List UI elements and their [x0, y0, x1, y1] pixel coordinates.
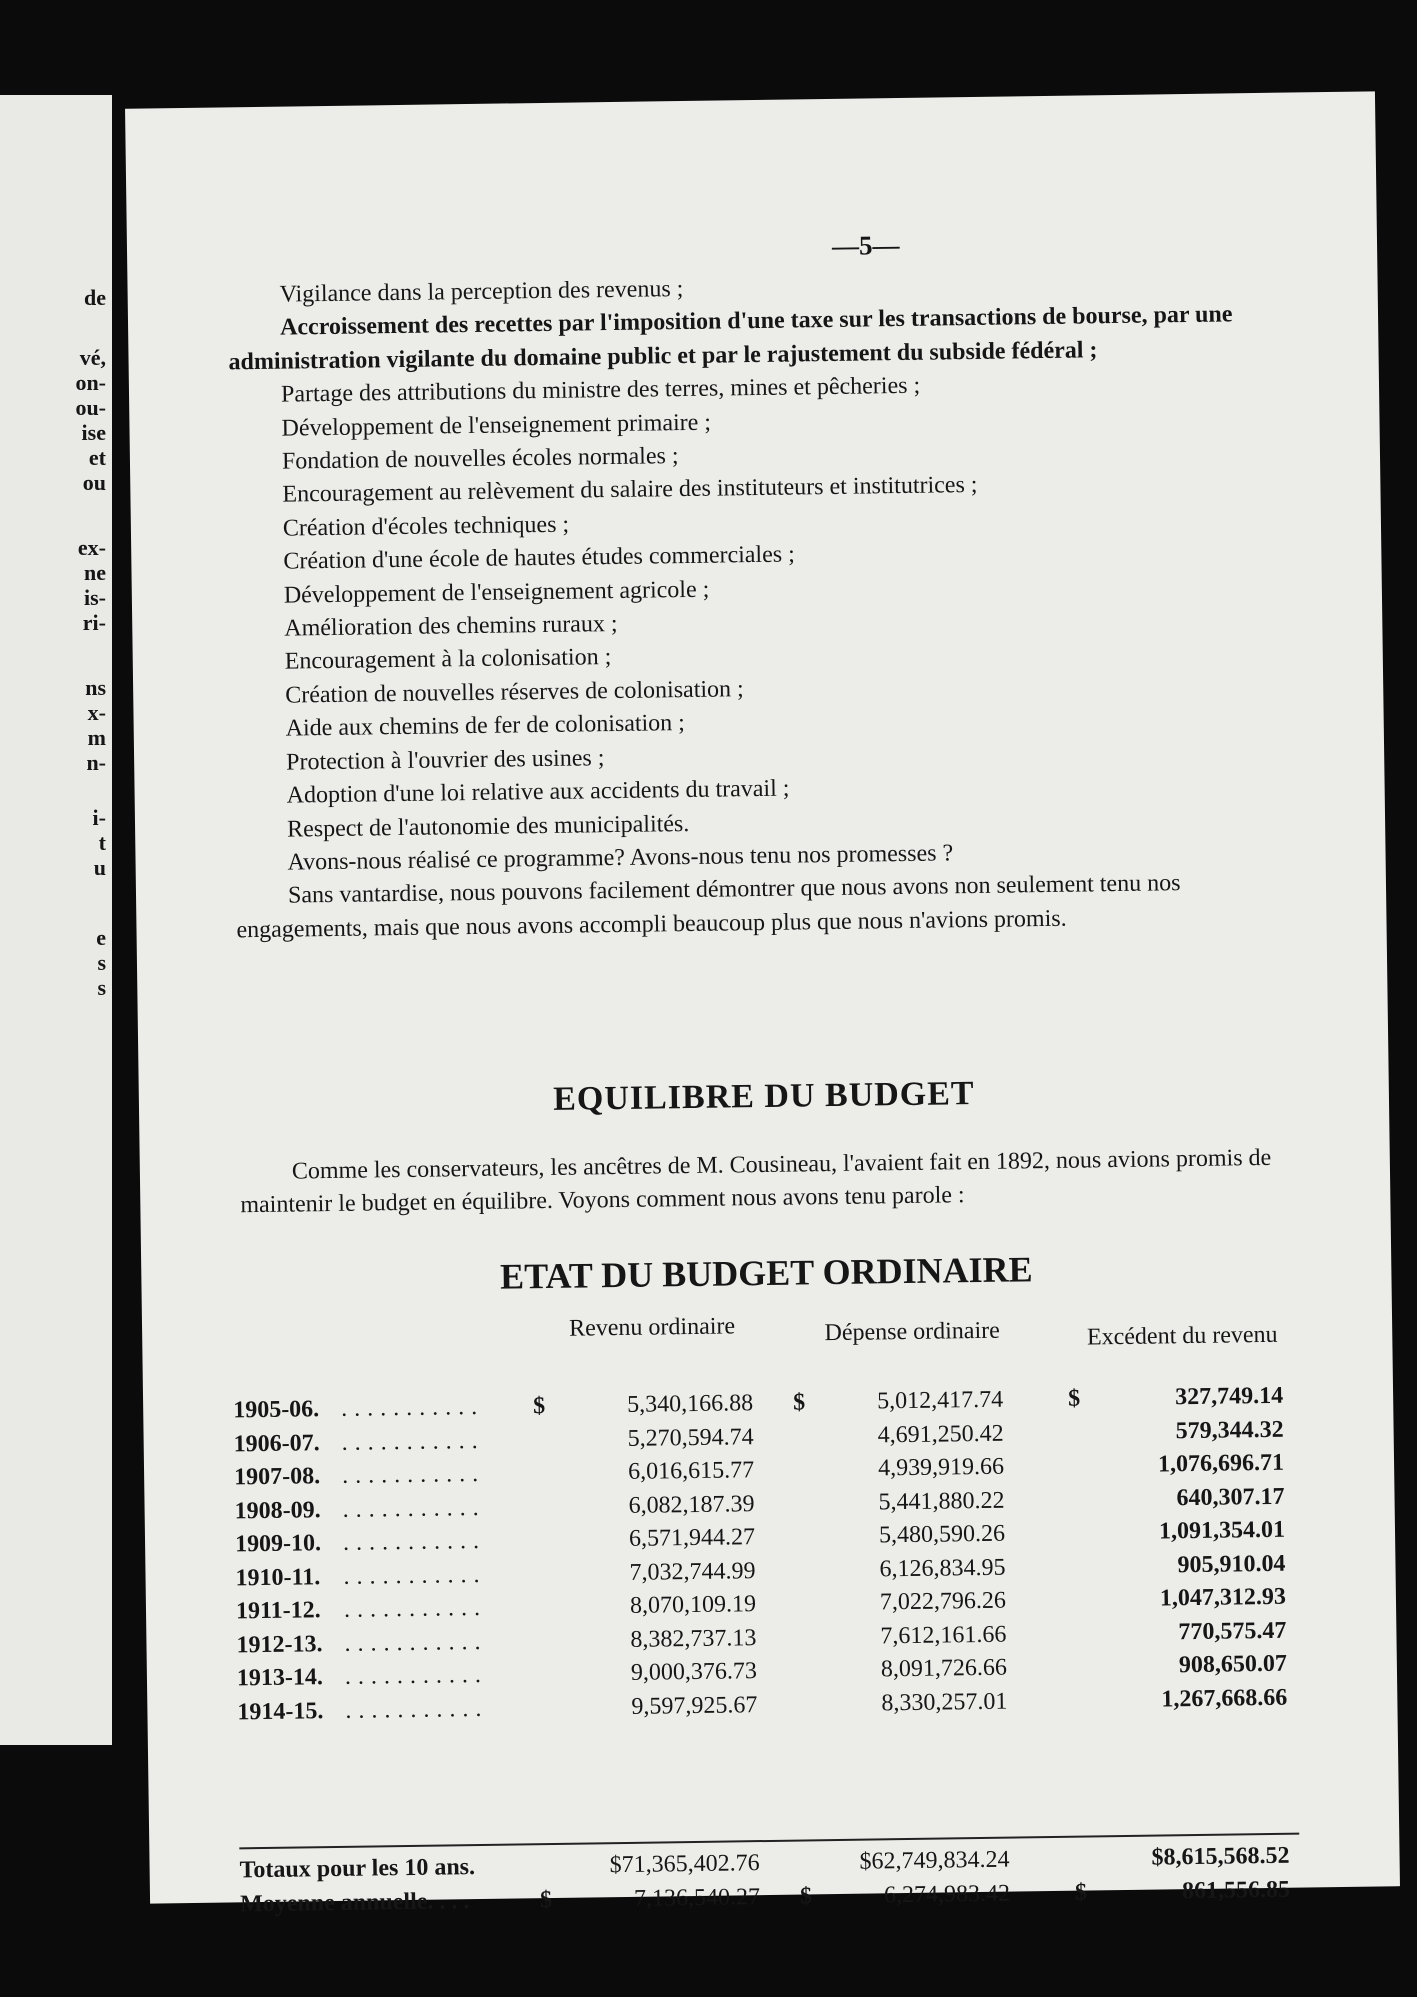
- left-page-fragment: is-: [84, 585, 106, 610]
- value-excedent: 861,556.85: [1181, 1876, 1291, 1905]
- value-depense: 4,939,919.66: [877, 1453, 1005, 1482]
- program-item: Aide aux chemins de fer de colonisation ;: [285, 710, 686, 742]
- dot-leader: ...........: [344, 1661, 489, 1690]
- adjacent-page: [0, 95, 112, 1745]
- value-excedent: 327,749.14: [1174, 1382, 1284, 1411]
- value-revenu: 6,082,187.39: [628, 1490, 755, 1519]
- row-label: 1912-13.: [236, 1630, 323, 1658]
- value-revenu: 9,597,925.67: [631, 1691, 758, 1720]
- left-page-fragment: s: [97, 975, 106, 1000]
- left-page-fragment: e: [96, 925, 106, 950]
- program-item: Fondation de nouvelles écoles normales ;: [281, 443, 679, 475]
- page-number: —5—: [831, 229, 900, 261]
- document-page: [125, 91, 1400, 1918]
- program-item: Développement de l'enseignement agricole ;: [283, 576, 710, 609]
- dot-leader: ...........: [342, 1494, 486, 1523]
- left-page-fragment: de: [84, 285, 106, 310]
- dot-leader: ...........: [341, 1460, 486, 1489]
- program-item: Amélioration des chemins ruraux ;: [284, 611, 618, 642]
- row-label: 1913-14.: [236, 1664, 324, 1692]
- program-item: Adoption d'une loi relative aux accidents du travail ;: [286, 775, 790, 809]
- value-depense: 7,612,161.66: [880, 1621, 1007, 1649]
- value-depense: 6,274,983.42: [883, 1880, 1011, 1909]
- value-revenu: 6,016,615.77: [627, 1457, 755, 1485]
- value-depense: 4,691,250.42: [877, 1420, 1004, 1448]
- dot-leader: ...........: [343, 1561, 487, 1590]
- program-item: Création d'écoles techniques ;: [282, 511, 570, 542]
- row-label: 1914-15.: [237, 1697, 324, 1725]
- currency-sign: $: [1067, 1385, 1081, 1412]
- currency-sign: $: [799, 1883, 813, 1910]
- program-item: Création d'une école de hautes études commerciales ;: [283, 541, 795, 575]
- program-item: Respect de l'autonomie des municipalités.: [286, 810, 690, 843]
- header-excedent: Excédent du revenu: [1086, 1321, 1278, 1351]
- row-label: 1907-08.: [233, 1463, 321, 1491]
- left-page-fragment: ns: [85, 675, 106, 700]
- dot-leader: ...........: [345, 1695, 489, 1724]
- value-excedent: 640,307.17: [1176, 1483, 1285, 1511]
- left-page-fragment: n-: [86, 750, 106, 775]
- value-excedent: 770,575.47: [1178, 1617, 1287, 1645]
- currency-sign: $: [1074, 1879, 1088, 1906]
- value-excedent: 908,650.07: [1178, 1650, 1288, 1679]
- budget-table: [232, 1303, 1292, 1918]
- value-excedent: $8,615,568.52: [1151, 1842, 1290, 1871]
- value-excedent: 1,047,312.93: [1159, 1583, 1287, 1612]
- dot-leader: ...........: [344, 1628, 488, 1657]
- value-revenu: 9,000,376.73: [630, 1658, 758, 1686]
- section-intro: Comme les conservateurs, les ancêtres de M. Cousineau, l'avaient fait en 1892, nous avions promis de maintenir le budget en équilibre. Voyons comment nous avons tenu parole :: [240, 1144, 1272, 1219]
- program-item: Création de nouvelles réserves de colonisation ;: [285, 676, 744, 709]
- value-revenu: 7,136,540.27: [633, 1884, 761, 1912]
- value-revenu: 5,270,594.74: [627, 1423, 754, 1452]
- left-page-fragment: et: [88, 445, 106, 470]
- value-depense: 8,330,257.01: [881, 1688, 1008, 1716]
- value-revenu: 5,340,166.88: [627, 1390, 754, 1418]
- value-excedent: 1,076,696.71: [1157, 1449, 1285, 1478]
- header-depense: Dépense ordinaire: [824, 1317, 1000, 1347]
- left-page-fragment: ri-: [82, 610, 106, 635]
- currency-sign: $: [792, 1389, 806, 1416]
- row-label: Moyenne annuelle. . . .: [239, 1888, 470, 1918]
- section-title: EQUILIBRE DU BUDGET: [552, 1075, 975, 1118]
- left-page-fragment: s: [97, 950, 106, 975]
- dot-leader: ...........: [341, 1393, 485, 1422]
- left-page-fragment: ou: [82, 470, 106, 495]
- value-excedent: 1,267,668.66: [1161, 1684, 1288, 1712]
- program-item: Encouragement au relèvement du salaire des instituteurs et institutrices ;: [282, 472, 978, 509]
- value-depense: 5,441,880.22: [878, 1487, 1005, 1515]
- left-page-fragment: vé,: [79, 345, 106, 370]
- left-page-fragment: ne: [84, 560, 106, 585]
- dot-leader: ...........: [342, 1527, 487, 1556]
- left-page-fragment: ise: [81, 420, 106, 445]
- program-item: Partage des attributions du ministre des terres, mines et pêcheries ;: [280, 372, 921, 408]
- table-title: ETAT DU BUDGET ORDINAIRE: [499, 1249, 1033, 1297]
- row-label: 1909-10.: [234, 1530, 322, 1558]
- value-excedent: 905,910.04: [1177, 1550, 1286, 1578]
- dot-leader: ...........: [341, 1427, 485, 1456]
- value-depense: 5,012,417.74: [876, 1386, 1004, 1415]
- row-label: 1911-12.: [235, 1597, 321, 1625]
- left-page-fragment: x-: [87, 700, 106, 725]
- value-depense: $62,749,834.24: [859, 1846, 1010, 1875]
- value-revenu: 8,382,737.13: [630, 1624, 757, 1653]
- value-excedent: 579,344.32: [1175, 1416, 1284, 1444]
- row-label: 1908-09.: [234, 1496, 321, 1524]
- currency-sign: $: [539, 1887, 553, 1914]
- value-revenu: $71,365,402.76: [609, 1850, 760, 1879]
- left-page-fragment: u: [93, 855, 106, 880]
- value-revenu: 7,032,744.99: [629, 1557, 756, 1586]
- program-item: Protection à l'ouvrier des usines ;: [285, 744, 605, 776]
- row-label: Totaux pour les 10 ans.: [239, 1854, 476, 1884]
- program-item: Vigilance dans la perception des revenus ;: [279, 276, 684, 308]
- program-list: [227, 265, 1286, 948]
- value-depense: 8,091,726.66: [880, 1654, 1008, 1683]
- left-page-fragment: i-: [92, 805, 106, 830]
- row-label: 1906-07.: [233, 1429, 320, 1457]
- left-page-fragment: on-: [75, 370, 106, 395]
- value-excedent: 1,091,354.01: [1158, 1516, 1286, 1545]
- program-item: Accroissement des recettes par l'imposition d'une taxe sur les transactions de bourse, par une administration vigilante du domaine public et par le rajustement du subside fédéral ;: [228, 301, 1233, 376]
- value-revenu: 8,070,109.19: [629, 1591, 757, 1619]
- value-depense: 5,480,590.26: [878, 1520, 1006, 1549]
- left-page-fragment: t: [98, 830, 106, 855]
- program-item: Avons-nous réalisé ce programme? Avons-nous tenu nos promesses ?: [287, 840, 954, 876]
- value-depense: 6,126,834.95: [879, 1554, 1006, 1582]
- row-label: 1905-06.: [233, 1396, 320, 1424]
- program-item: Développement de l'enseignement primaire ;: [281, 409, 712, 442]
- row-label: 1910-11.: [235, 1563, 321, 1591]
- left-page-fragment: ex-: [77, 535, 106, 560]
- program-item: Sans vantardise, nous pouvons facilement démontrer que nous avons non seulement tenu nos engagements, mais que nous avons accompli beaucoup plus que nous n'avions promis.: [236, 870, 1181, 944]
- currency-sign: $: [533, 1393, 546, 1420]
- dot-leader: ...........: [343, 1594, 488, 1623]
- header-revenu: Revenu ordinaire: [568, 1313, 736, 1342]
- value-depense: 7,022,796.26: [879, 1587, 1007, 1616]
- left-page-fragment: m: [87, 725, 106, 750]
- value-revenu: 6,571,944.27: [628, 1524, 756, 1552]
- left-page-fragment: ou-: [75, 395, 106, 420]
- program-item: Encouragement à la colonisation ;: [284, 644, 612, 676]
